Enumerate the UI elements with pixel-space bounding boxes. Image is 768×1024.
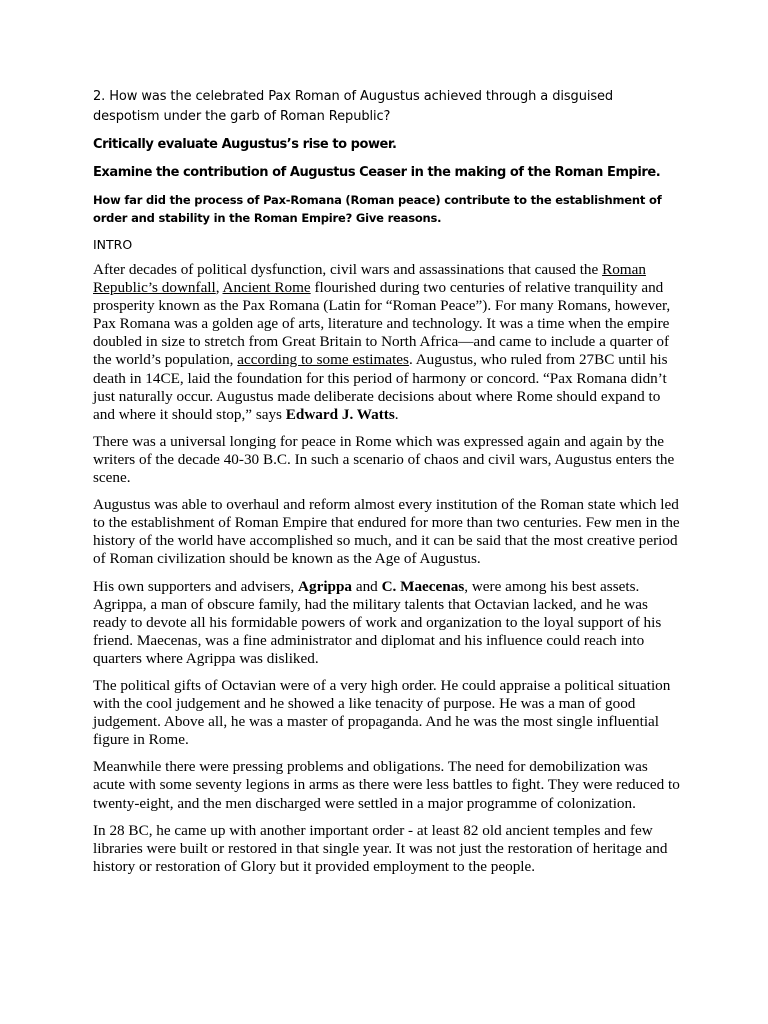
link-according-to-estimates[interactable]: according to some estimates [237, 351, 409, 369]
p1-text-3: flourished during two centuries of relative tranquility and prosperity known as the Pax Romana (Latin for “Roman Peace”). For many Romans, however, Pax Romana was a golden age of arts, literature and technology. It was a time when the empire doubled in size to stretch from Great Britain to North Africa—and came to include a quarter of the world’s population, [93, 279, 671, 369]
paragraph-6: Meanwhile there were pressing problems and obligations. The need for demobilization was acute with some seventy legions in arms as there were less battles to fight. They were reduced to twenty-eight, and the men discharged were settled in a major programme of colonization. [93, 758, 680, 812]
document-body [93, 87, 683, 885]
name-agrippa: Agrippa [298, 577, 353, 595]
p4-text-1: His own supporters and advisers, [93, 577, 299, 595]
p1-text-2: , [215, 279, 223, 297]
p1-text-1: After decades of political dysfunction, civil wars and assassinations that caused the [93, 261, 603, 278]
p4-text-2: and [352, 577, 382, 595]
p1-text-5: . [394, 405, 399, 423]
intro-heading: INTRO [93, 237, 133, 252]
p1-text-4: . Augustus, who ruled from 27BC until his death in 14CE, laid the foundation for this period of harmony or concord. “Pax Romana didn’t just naturally occur. Augustus made deliberate decisions about where Rome should expand to and where it should stop,” says [93, 351, 668, 423]
paragraph-7: In 28 BC, he came up with another important order - at least 82 old ancient temples and few libraries were built or restored in that single year. It was not just the restoration of heritage and history or restoration of Glory but it provided employment to the people. [93, 821, 668, 875]
author-name: Edward J. Watts [285, 405, 395, 423]
question-1: 2. How was the celebrated Pax Roman of Augustus achieved through a disguised despotism under the garb of Roman Republic? [93, 89, 614, 124]
question-4: How far did the process of Pax-Romana (Roman peace) contribute to the establishment of order and stability in the Roman Empire? Give reasons. [93, 193, 662, 225]
link-roman-republic-downfall[interactable]: Roman Republic’s downfall [93, 261, 646, 297]
paragraph-5: The political gifts of Octavian were of a very high order. He could appraise a political situation with the cool judgement and he showed a like tenacity of purpose. He was a man of good judgement. Above all, he was a master of propaganda. And he was the most single influential figure in Rome. [93, 676, 671, 749]
link-ancient-rome[interactable]: Ancient Rome [222, 279, 311, 297]
paragraph-4 [93, 578, 683, 668]
question-2: Critically evaluate Augustus’s rise to power. [93, 137, 397, 152]
p4-text-3: , were among his best assets. Agrippa, a man of obscure family, had the military talents that Octavian lacked, and he was ready to devote all his formidable powers of work and organization to the loyal support of his friend. Maecenas, was a fine administrator and diplomat and his influence could reach into quarters where Agrippa was disliked. [93, 577, 662, 667]
question-3: Examine the contribution of Augustus Ceaser in the making of the Roman Empire. [93, 165, 661, 180]
paragraph-3: Augustus was able to overhaul and reform almost every institution of the Roman state which led to the establishment of Roman Empire that endured for more than two centuries. Few men in the history of the world have accomplished so much, and it can be said that the most creative period of Roman civilization should be known as the Age of Augustus. [93, 496, 680, 568]
paragraph-2: There was a universal longing for peace in Rome which was expressed again and again by the writers of the decade 40-30 B.C. In such a scenario of chaos and civil wars, Augustus enters the scene. [93, 432, 675, 487]
name-maecenas: C. Maecenas [381, 577, 465, 595]
paragraph-1 [93, 261, 683, 424]
